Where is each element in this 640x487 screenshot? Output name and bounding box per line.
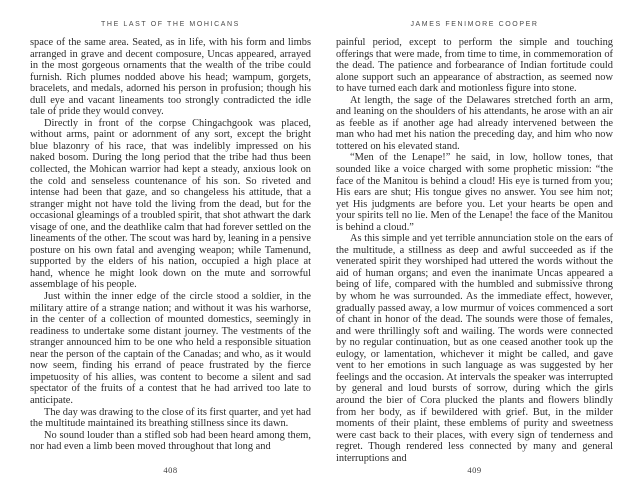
running-header-right: JAMES FENIMORE COOPER [410,21,539,28]
paragraph: Just within the inner edge of the circle stood a soldier, in the military attire of a strange nation; and without it was his warhorse, in the center of a collection of mounted domestics, seemingly in readiness to undertake some distant journey. The vestments of the stranger announced him to be one who held a responsible situation near the person of the captain of the Canadas; and who, as it would now seem, finding his errand of peace frustrated by the fierce impetuosity of his allies, was content to become a silent and sad spectator of the fruits of a contest that he had arrived too late to anticipate. [30,291,311,406]
paragraph: As this simple and yet terrible annunciation stole on the ears of the multitude, a stillness as deep and awful succeeded as if the venerated spirit they worshiped had uttered the words without the aid of human organs; and even the inanimate Uncas appeared a being of life, compared with the humbled and submissive throng by whom he was surrounded. As the immediate effect, however, gradually passed away, a low murmur of voices commenced a sort of chant in honor of the dead. The sounds were those of females, and were thrillingly soft and wailing. The words were connected by no regular continuation, but as one ceased another took up the eulogy, or lamentation, whichever it might be called, and gave vent to her emotions in such language as was suggested by her feelings and the occasion. At intervals the speaker was interrupted by general and loud bursts of sorrow, during which the girls around the bier of Cora plucked the plants and flowers blindly from her body, as if bewildered with grief. But, in the milder moments of their plaint, these emblems of purity and sweetness were cast back to their places, with every sign of tenderness and regret. Though rendered less connected by many and general interruptions and [336,233,613,464]
left-page [30,0,311,487]
right-page [336,0,613,487]
paragraph: At length, the sage of the Delawares stretched forth an arm, and leaning on the shoulders of his attendants, he arose with an air as feeble as if another age had already intervened between the man who had met his nation the preceding day, and him who now tottered on his elevated stand. [336,94,613,152]
page-number-left: 408 [163,465,178,475]
page-number-right: 409 [467,465,482,475]
left-page-body [30,37,311,453]
paragraph: No sound louder than a stifled sob had been heard among them, nor had even a limb been moved throughout that long and [30,429,311,453]
paragraph: painful period, except to perform the simple and touching offerings that were made, from time to time, in commemoration of the dead. The patience and forbearance of Indian fortitude could alone support such an appearance of abstraction, as seemed now to have turned each dark and motionless figure into stone. [336,37,613,95]
paragraph: “Men of the Lenape!” he said, in low, hollow tones, that sounded like a voice charged with some prophetic mission: “the face of the Manitou is behind a cloud! His eye is turned from you; His ears are shut; His tongue gives no answer. You see him not; yet His judgments are before you. Let your hearts be open and your spirits tell no lie. Men of the Lenape! the face of the Manitou is behind a cloud.” [336,152,613,233]
paragraph: space of the same area. Seated, as in life, with his form and limbs arranged in grave and decent composure, Uncas appeared, arrayed in the most gorgeous ornaments that the wealth of the tribe could furnish. Rich plumes nodded above his head; wampum, gorgets, bracelets, and medals, adorned his person in profusion; though his dull eye and vacant lineaments too strongly contradicted the idle tale of pride they would convey. [30,37,311,118]
paragraph: Directly in front of the corpse Chingachgook was placed, without arms, paint or adornment of any sort, except the bright blue blazonry of his race, that was indelibly impressed on his naked bosom. During the long period that the tribe had thus been collected, the Mohican warrior had kept a steady, anxious look on the cold and senseless countenance of his son. So riveted and intense had been that gaze, and so changeless his attitude, that a stranger might not have told the living from the dead, but for the occasional gleamings of a troubled spirit, that shot athwart the dark visage of one, and the deathlike calm that had forever settled on the lineaments of the other. The scout was hard by, leaning in a pensive posture on his own fatal and avenging weapon; while Tamenund, supported by the elders of his nation, occupied a high place at hand, whence he might look down on the mute and sorrowful assemblage of his people. [30,117,311,291]
paragraph: The day was drawing to the close of its first quarter, and yet had the multitude maintained its breathing stillness since its dawn. [30,406,311,430]
right-page-body [336,37,613,464]
running-header-left: THE LAST OF THE MOHICANS [101,21,240,28]
